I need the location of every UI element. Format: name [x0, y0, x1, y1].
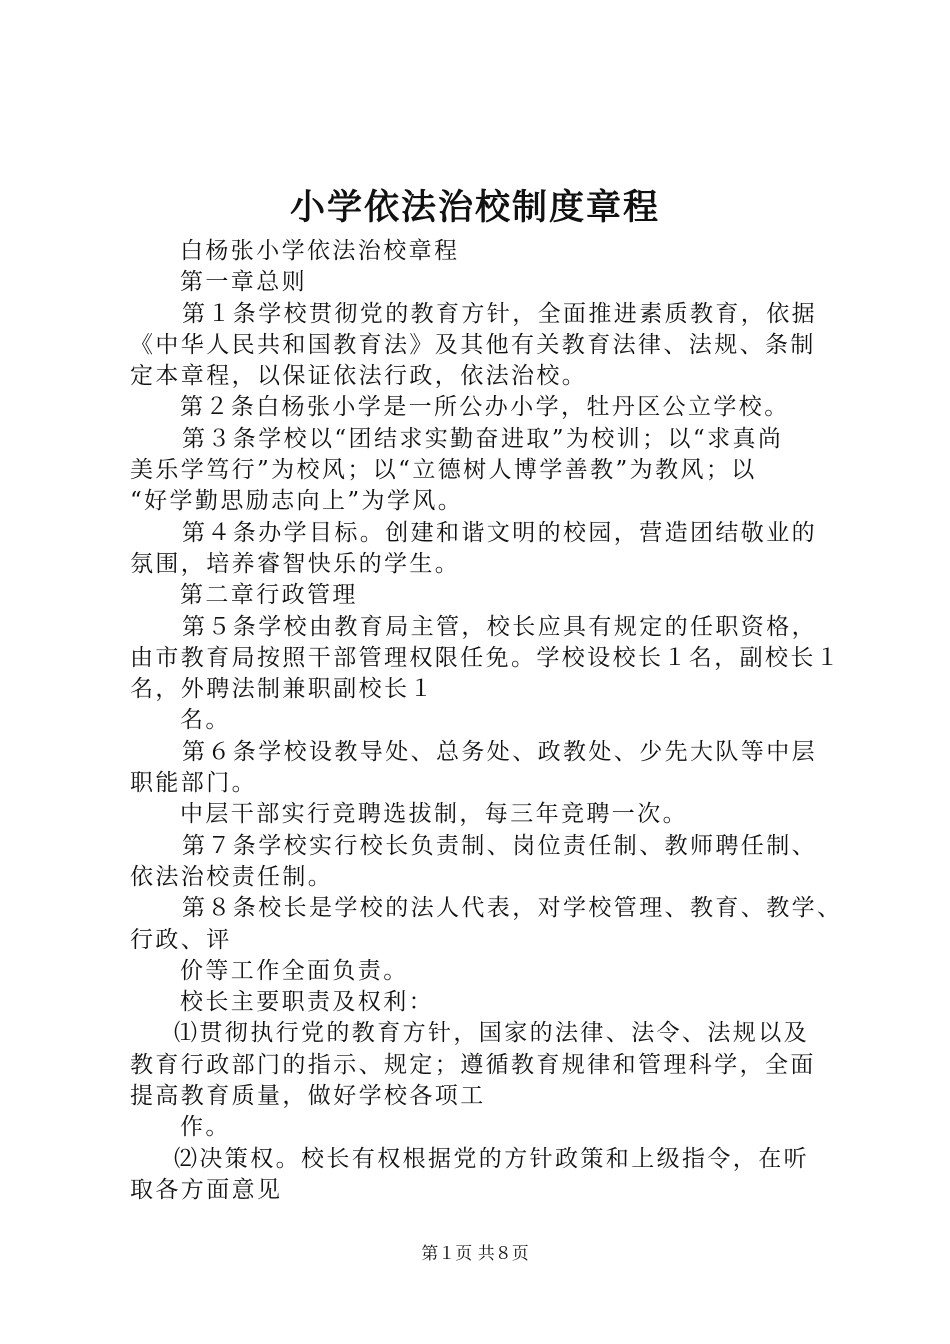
paragraph-line: 行政、评 — [130, 926, 232, 953]
paragraph-line: 第３条学校以“团结求实勤奋进取”为校训；以“求真尚 — [182, 425, 784, 452]
paragraph-line: 第８条校长是学校的法人代表，对学校管理、教育、教学、 — [182, 895, 843, 922]
paragraph-line: 作。 — [180, 1114, 231, 1141]
paragraph-line: 第２条白杨张小学是一所公办小学，牡丹区公立学校。 — [180, 394, 790, 421]
paragraph-line: 价等工作全面负责。 — [180, 957, 409, 984]
paragraph-line: 职能部门。 — [130, 770, 257, 797]
paragraph-line: 第４条办学目标。创建和谐文明的校园，营造团结敬业的 — [182, 519, 817, 546]
paragraph-line: 第６条学校设教导处、总务处、政教处、少先大队等中层 — [182, 738, 817, 765]
paragraph-line: “好学勤思励志向上”为学风。 — [130, 488, 464, 515]
paragraph-line: 中层干部实行竞聘选拔制，每三年竞聘一次。 — [180, 801, 688, 828]
paragraph-line: 名，外聘法制兼职副校长１ — [130, 676, 435, 703]
paragraph-line: 氛围，培养睿智快乐的学生。 — [130, 550, 461, 577]
document-body — [130, 236, 843, 1206]
paragraph-line: 第５条学校由教育局主管，校长应具有规定的任职资格， — [182, 613, 817, 640]
paragraph-line: 白杨张小学依法治校章程 — [180, 238, 460, 264]
paragraph-line: ⑴贯彻执行党的教育方针，国家的法律、法令、法规以及 — [174, 1020, 809, 1047]
paragraph-line: 由市教育局按照干部管理权限任免。学校设校长１名，副校长１ — [130, 644, 842, 671]
paragraph-line: 校长主要职责及权利： — [180, 989, 434, 1016]
paragraph-line: 教育行政部门的指示、规定；遵循教育规律和管理科学，全面 — [130, 1051, 816, 1078]
paragraph-line: 第１条学校贯彻党的教育方针，全面推进素质教育，依据 — [182, 300, 817, 327]
page-number-footer: 第１页 共８页 — [421, 1244, 529, 1264]
document-title: 小学依法治校制度章程 — [289, 187, 660, 228]
chapter-heading: 第一章总则 — [180, 269, 307, 296]
paragraph-line: 取各方面意见 — [130, 1176, 283, 1203]
chapter-heading: 第二章行政管理 — [180, 582, 358, 609]
paragraph-line: 依法治校责任制。 — [130, 863, 334, 890]
paragraph-line: 美乐学笃行”为校风；以“立德树人博学善教”为教风；以 — [130, 457, 757, 484]
paragraph-line: 名。 — [180, 707, 231, 734]
paragraph-line: ⑵决策权。校长有权根据党的方针政策和上级指令，在听 — [174, 1145, 809, 1172]
paragraph-line: 定本章程，以保证依法行政，依法治校。 — [130, 363, 588, 390]
paragraph-line: 提高教育质量，做好学校各项工 — [130, 1083, 486, 1110]
paragraph-line: 第７条学校实行校长负责制、岗位责任制、教师聘任制、 — [182, 832, 817, 859]
paragraph-line: 《中华人民共和国教育法》及其他有关教育法律、法规、条制 — [130, 331, 816, 358]
